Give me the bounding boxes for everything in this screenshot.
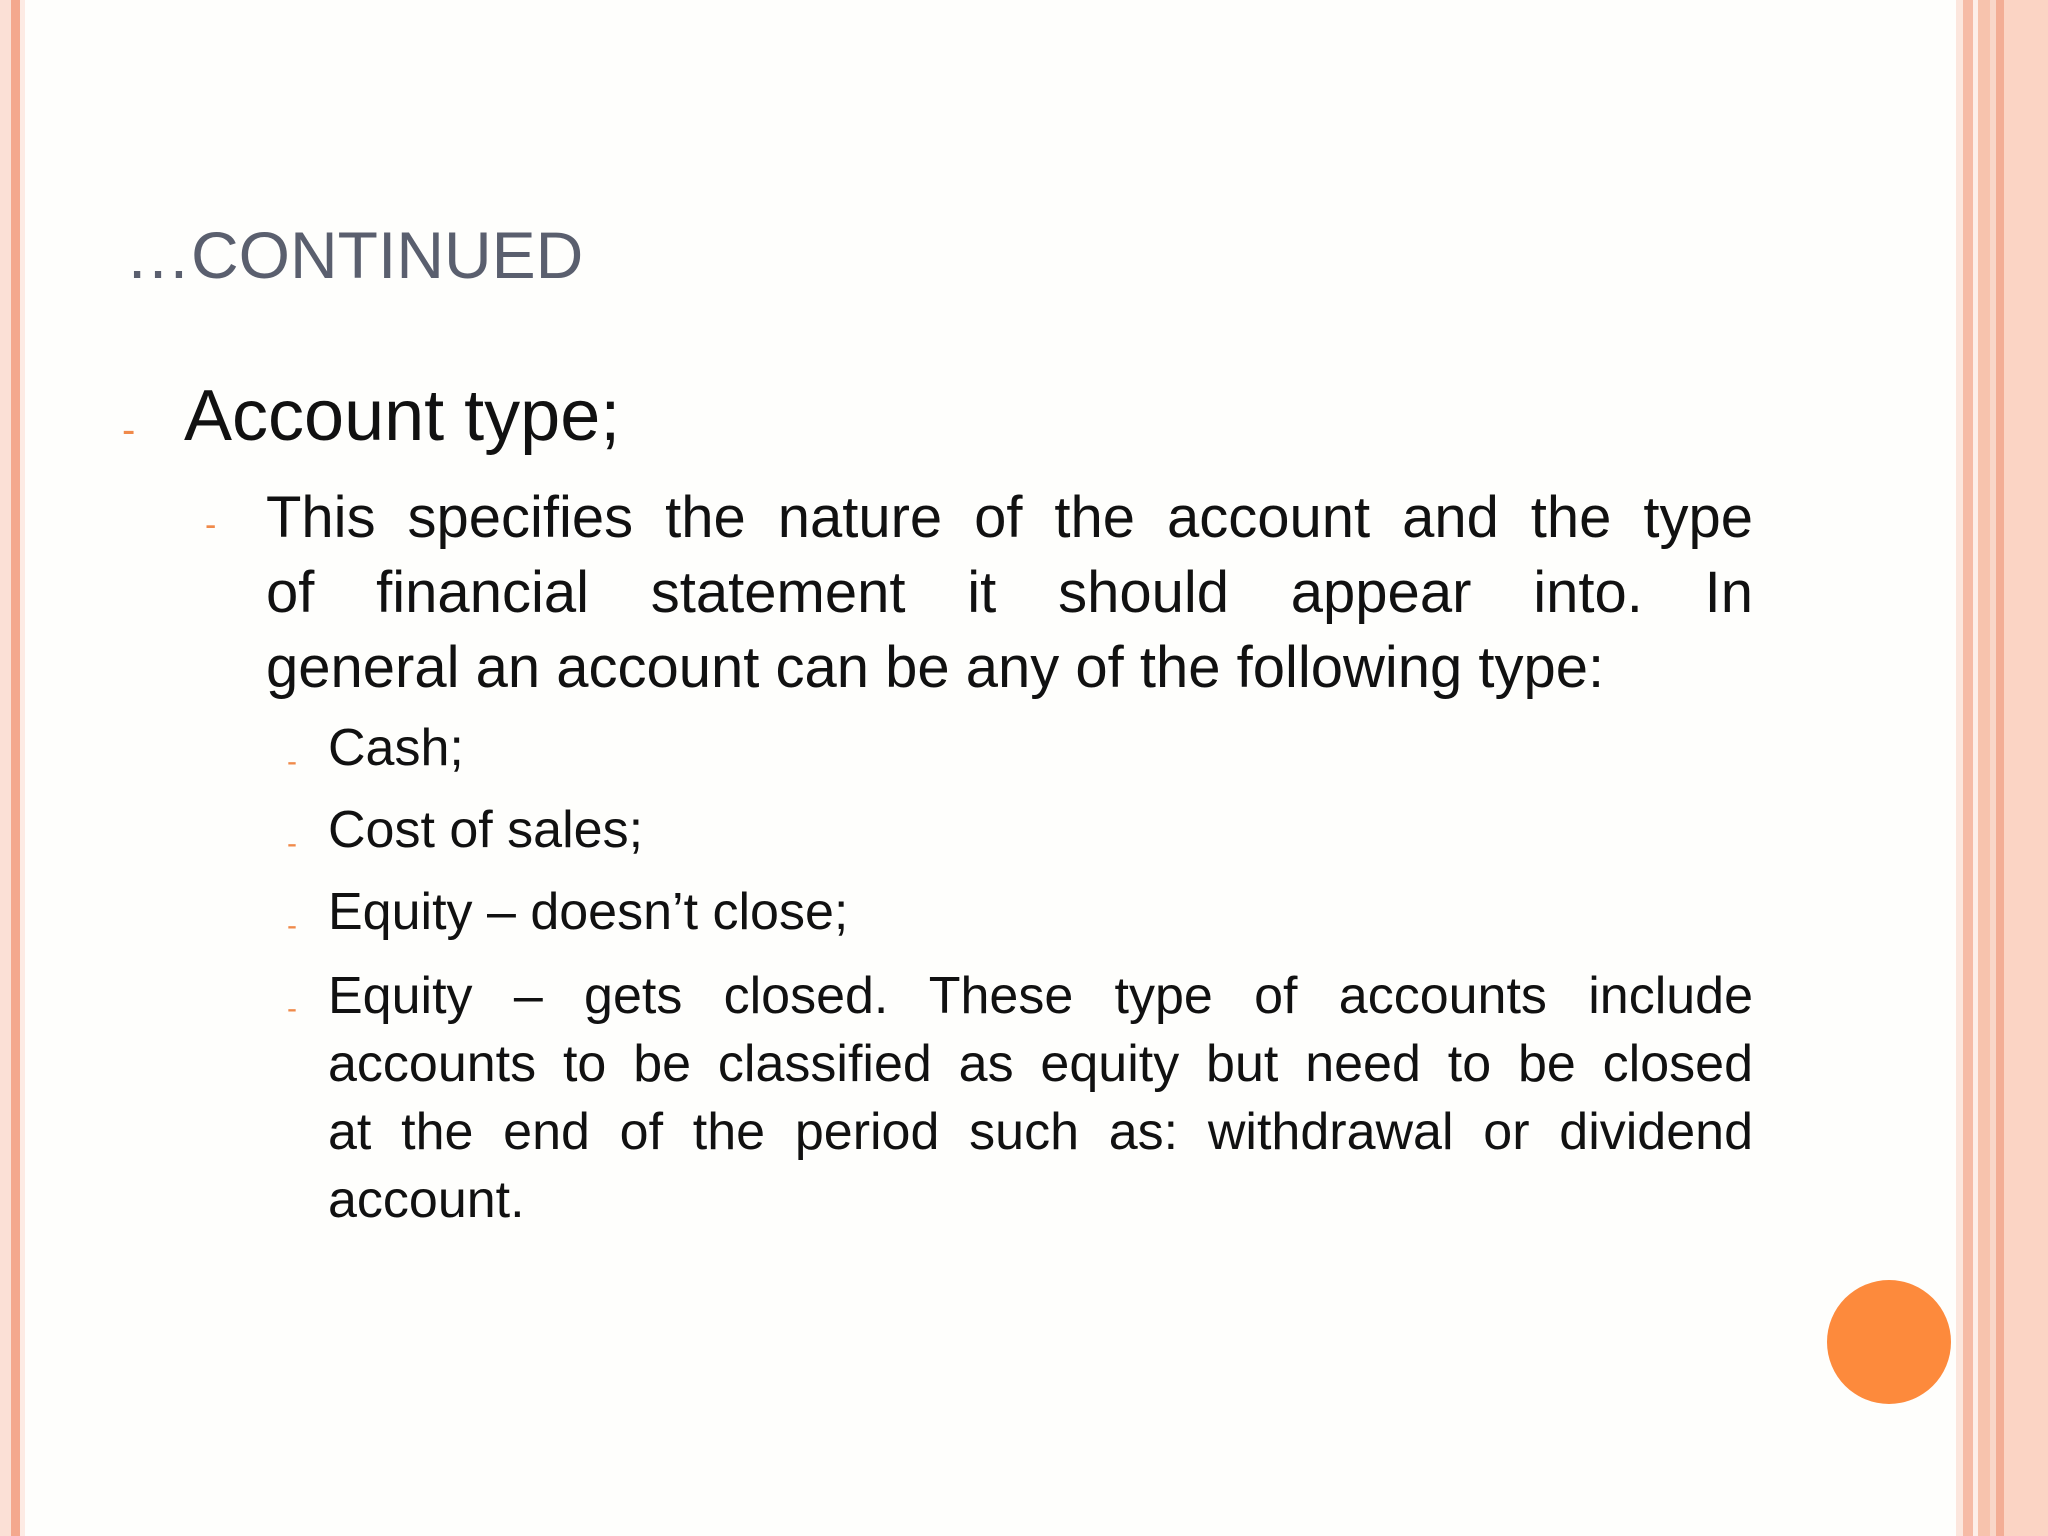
level3-item-cost-of-sales: Cost of sales; [328, 801, 644, 859]
level2-bullet-paragraph [266, 480, 1753, 705]
paragraph-line: This specifies the nature of the account and the type [266, 485, 1753, 550]
right-border-stripe [2004, 0, 2048, 1536]
level1-bullet-text: Account type; [184, 376, 621, 456]
right-border-stripe [1978, 0, 1990, 1536]
paragraph-line: account. [328, 1171, 525, 1229]
level3-item-equity-gets-closed [328, 962, 1753, 1234]
level3-item-equity-doesnt-close: Equity – doesn’t close; [328, 883, 849, 941]
right-border-stripe [1956, 0, 1963, 1536]
left-border-stripe [20, 0, 25, 1536]
bullet-marker: - [287, 992, 297, 1025]
left-border-stripe [0, 0, 11, 1536]
bullet-marker: - [287, 909, 297, 942]
bullet-marker: - [287, 745, 297, 778]
accent-circle [1827, 1280, 1951, 1404]
paragraph-line: general an account can be any of the following type: [266, 635, 1605, 700]
paragraph-line: at the end of the period such as: withdrawal or dividend [328, 1103, 1753, 1161]
right-border-stripe [1996, 0, 2004, 1536]
bullet-marker: - [122, 408, 136, 452]
left-border-stripe [11, 0, 20, 1536]
level3-item-cash: Cash; [328, 719, 464, 777]
paragraph-line: of financial statement it should appear into. In [266, 560, 1753, 625]
paragraph-line: Equity – gets closed. These type of accounts include [328, 967, 1753, 1025]
bullet-marker: - [287, 827, 297, 860]
bullet-marker: - [205, 506, 217, 544]
slide-title: …CONTINUED [125, 218, 584, 292]
paragraph-line: accounts to be classified as equity but need to be closed [328, 1035, 1753, 1093]
right-border-stripe [1963, 0, 1973, 1536]
